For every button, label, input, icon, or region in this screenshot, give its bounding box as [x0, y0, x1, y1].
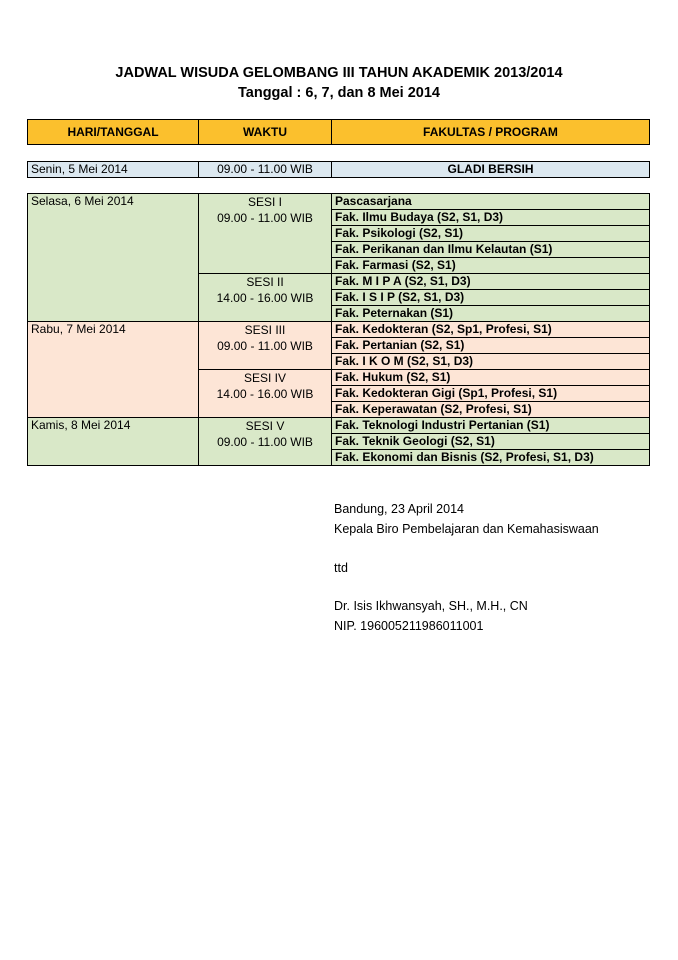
program-cell: Fak. Farmasi (S2, S1) [332, 258, 650, 274]
session-1 [199, 194, 332, 274]
session-2 [199, 274, 332, 322]
program-cell: Fak. Ilmu Budaya (S2, S1, D3) [332, 210, 650, 226]
program-cell: Fak. Psikologi (S2, S1) [332, 226, 650, 242]
program-cell: Fak. Hukum (S2, S1) [332, 370, 650, 386]
gladi-day: Senin, 5 Mei 2014 [28, 162, 199, 178]
program-cell: Fak. Peternakan (S1) [332, 306, 650, 322]
table-row [28, 322, 650, 338]
document-title: JADWAL WISUDA GELOMBANG III TAHUN AKADEMIK 2013/2014 [115, 65, 563, 81]
session-3 [199, 322, 332, 370]
gladi-table [27, 161, 650, 178]
session-1-time: 09.00 - 11.00 WIB [217, 211, 313, 225]
day-kamis: Kamis, 8 Mei 2014 [28, 418, 199, 466]
table-row [28, 194, 650, 210]
session-2-label: SESI II [246, 275, 284, 289]
program-cell: Fak. Ekonomi dan Bisnis (S2, Profesi, S1, D3) [332, 450, 650, 466]
day-rabu: Rabu, 7 Mei 2014 [28, 322, 199, 418]
program-cell: Fak. Teknologi Industri Pertanian (S1) [332, 418, 650, 434]
session-4 [199, 370, 332, 418]
session-3-time: 09.00 - 11.00 WIB [217, 339, 313, 353]
session-3-label: SESI III [244, 323, 286, 337]
session-5-label: SESI V [245, 419, 285, 433]
signature-place-date: Bandung, 23 April 2014 [334, 502, 464, 516]
program-cell: Fak. Pertanian (S2, S1) [332, 338, 650, 354]
session-4-label: SESI IV [243, 371, 287, 385]
program-cell: Fak. M I P A (S2, S1, D3) [332, 274, 650, 290]
header-table [27, 119, 650, 145]
session-4-time: 14.00 - 16.00 WIB [216, 387, 314, 401]
header-row [28, 120, 650, 145]
session-1-label: SESI I [247, 195, 282, 209]
signature-position: Kepala Biro Pembelajaran dan Kemahasiswaan [334, 522, 599, 536]
program-cell: Fak. Teknik Geologi (S2, S1) [332, 434, 650, 450]
session-5 [199, 418, 332, 466]
document-date: Tanggal : 6, 7, dan 8 Mei 2014 [238, 85, 440, 101]
program-cell: Fak. Kedokteran (S2, Sp1, Profesi, S1) [332, 322, 650, 338]
table-row [28, 418, 650, 434]
day-selasa: Selasa, 6 Mei 2014 [28, 194, 199, 322]
signature-nip: NIP. 196005211986011001 [334, 619, 484, 633]
session-2-time: 14.00 - 16.00 WIB [216, 291, 314, 305]
program-cell: Fak. Perikanan dan Ilmu Kelautan (S1) [332, 242, 650, 258]
gladi-time: 09.00 - 11.00 WIB [199, 162, 332, 178]
header-hari-tanggal: HARI/TANGGAL [28, 120, 199, 145]
signature-ttd: ttd [334, 561, 348, 575]
header-fakultas-program: FAKULTAS / PROGRAM [332, 120, 650, 145]
gladi-program: GLADI BERSIH [332, 162, 650, 178]
program-cell: Fak. Keperawatan (S2, Profesi, S1) [332, 402, 650, 418]
header-waktu: WAKTU [199, 120, 332, 145]
schedule-table [27, 193, 650, 466]
gladi-row [28, 162, 650, 178]
program-cell: Fak. Kedokteran Gigi (Sp1, Profesi, S1) [332, 386, 650, 402]
signature-name: Dr. Isis Ikhwansyah, SH., M.H., CN [334, 599, 528, 613]
session-5-time: 09.00 - 11.00 WIB [217, 435, 313, 449]
program-cell: Fak. I K O M (S2, S1, D3) [332, 354, 650, 370]
program-cell: Pascasarjana [332, 194, 650, 210]
program-cell: Fak. I S I P (S2, S1, D3) [332, 290, 650, 306]
